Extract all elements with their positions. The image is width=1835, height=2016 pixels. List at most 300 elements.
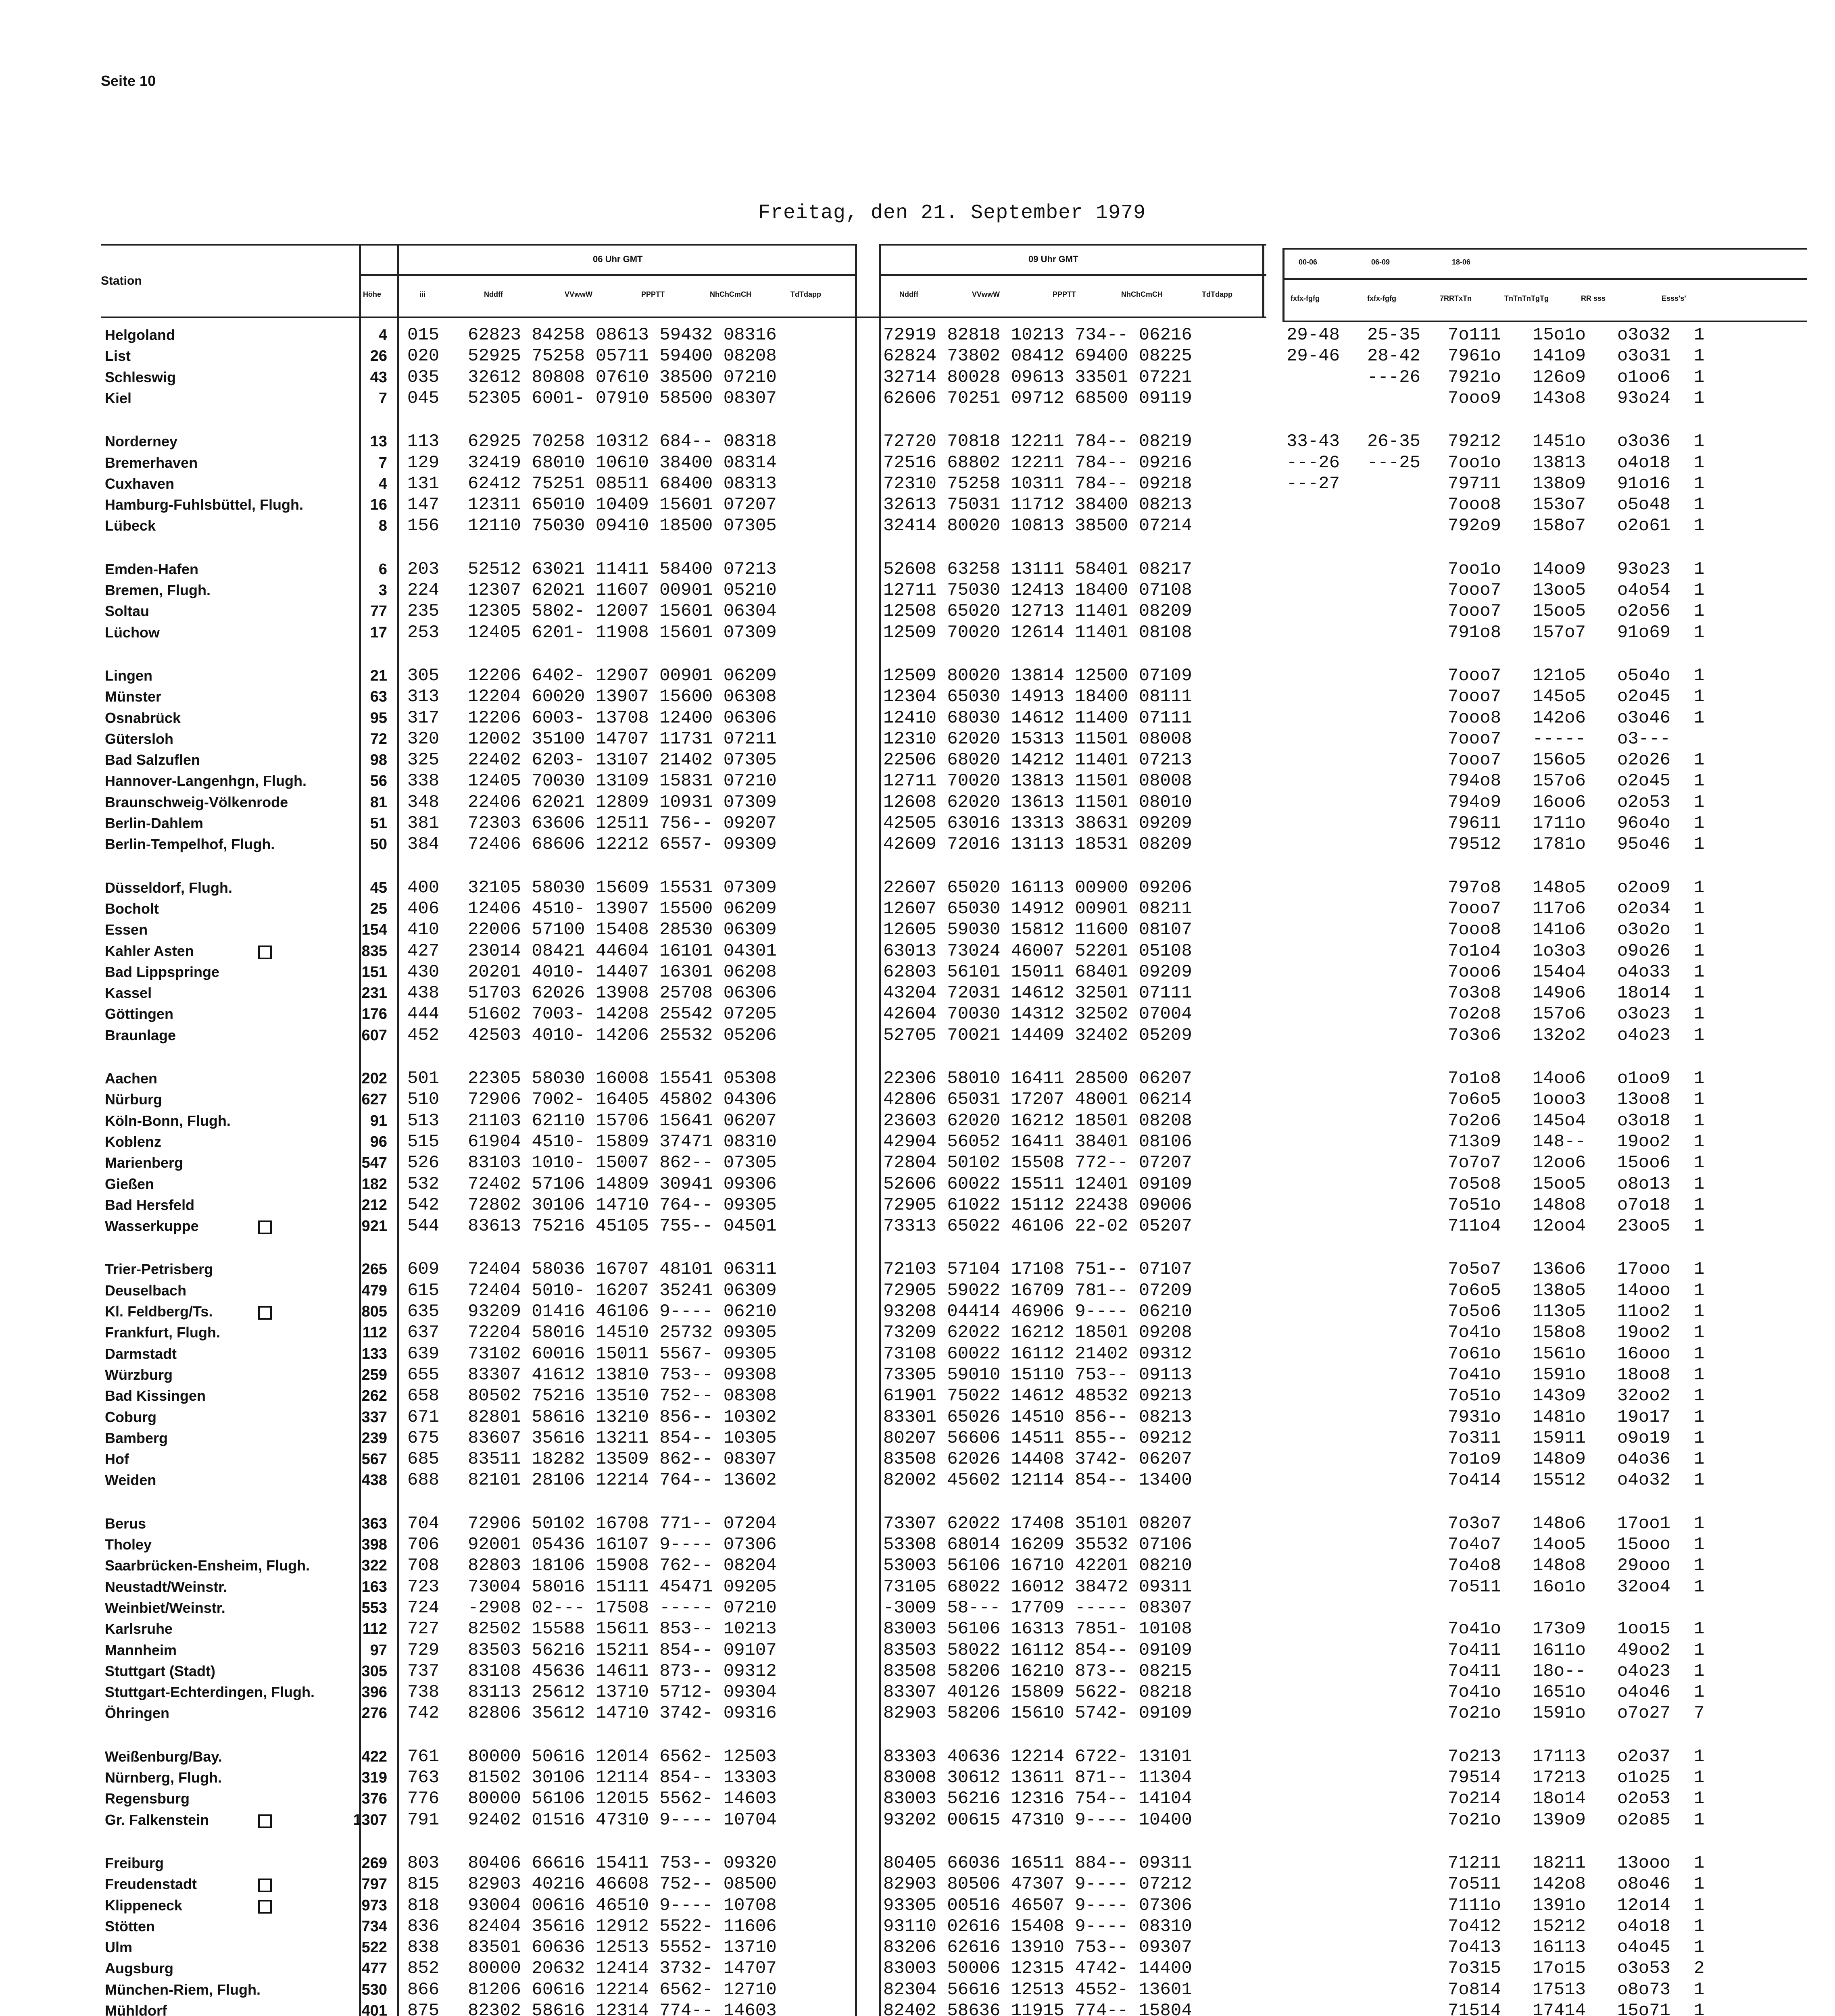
precip-group: o1o25 — [1617, 1768, 1671, 1788]
snow-group: 1 — [1694, 920, 1705, 940]
snow-group: 1 — [1694, 941, 1705, 961]
obs-09-groups: 82903 80506 47307 9---- 07212 — [883, 1874, 1192, 1895]
obs-06-groups: 83503 56216 15211 854-- 09107 — [468, 1640, 777, 1660]
temp-group-2: 15212 — [1533, 1916, 1586, 1937]
header-station: Station — [101, 274, 142, 287]
station-id: 637 — [407, 1322, 440, 1343]
temp-group-2: 148o8 — [1533, 1556, 1586, 1576]
precip-group: 16ooo — [1617, 1343, 1671, 1364]
station-height: 21 — [370, 667, 387, 684]
station-id: 253 — [407, 622, 440, 643]
temp-group-1: 7o6o5 — [1448, 1089, 1501, 1110]
temp-group-2: 148o6 — [1533, 1513, 1586, 1534]
obs-06-groups: 73102 60016 15011 5567- 09305 — [468, 1343, 777, 1364]
obs-09-groups: 22306 58010 16411 28500 06207 — [883, 1068, 1192, 1089]
obs-06-groups: 51703 62026 13908 25708 06306 — [468, 983, 777, 1004]
temp-group-2: 153o7 — [1533, 495, 1586, 515]
obs-06-groups: 22305 58030 16008 15541 05308 — [468, 1068, 777, 1089]
station-height: 26 — [370, 348, 387, 365]
station-height: 212 — [361, 1196, 387, 1214]
precip-group: o3o31 — [1617, 346, 1671, 367]
precip-group: o7o27 — [1617, 1703, 1671, 1724]
station-id: 776 — [407, 1789, 440, 1809]
station-height: 13 — [370, 433, 387, 450]
temp-group-2: 1711o — [1533, 813, 1586, 833]
obs-06-groups: 83307 41612 13810 753-- 09308 — [468, 1364, 777, 1385]
obs-09-groups: 83008 30612 13611 871-- 11304 — [883, 1768, 1192, 1788]
station-name: Lingen — [105, 667, 152, 684]
station-height: 182 — [361, 1175, 387, 1193]
temp-group-1: 713o9 — [1448, 1131, 1501, 1152]
station-id: 761 — [407, 1746, 440, 1767]
temp-group-1: 7o41o — [1448, 1619, 1501, 1639]
temp-group-1: 7o7o7 — [1448, 1153, 1501, 1173]
obs-09-groups: 22506 68020 14212 11401 07213 — [883, 750, 1192, 771]
temp-group-2: 1561o — [1533, 1343, 1586, 1364]
station-name: Bremerhaven — [105, 454, 198, 471]
snow-group: 1 — [1694, 1853, 1705, 1873]
temp-group-1: 7o4o8 — [1448, 1556, 1501, 1576]
station-height: 921 — [361, 1218, 387, 1235]
station-height: 805 — [361, 1303, 387, 1320]
precip-group: o3o53 — [1617, 1958, 1671, 1979]
station-height: 72 — [370, 730, 387, 748]
obs-06-groups: 12405 6201- 11908 15601 07309 — [468, 622, 777, 643]
station-id: 866 — [407, 1979, 440, 2000]
precip-group: o2o61 — [1617, 516, 1671, 536]
obs-09-groups: 12509 70020 12614 11401 08108 — [883, 622, 1192, 643]
obs-06-groups: 12311 65010 10409 15601 07207 — [468, 495, 777, 515]
station-id: 544 — [407, 1216, 440, 1237]
station-id: 815 — [407, 1874, 440, 1895]
obs-06-groups: 82404 35616 12912 5522- 11606 — [468, 1916, 777, 1937]
station-id: 430 — [407, 962, 440, 982]
station-height: 112 — [362, 1324, 387, 1341]
obs-06-groups: 62925 70258 10312 684-- 08318 — [468, 431, 777, 452]
precip-group: o2o26 — [1617, 750, 1671, 771]
station-name: Klippeneck — [105, 1897, 183, 1914]
obs-09-groups: 61901 75022 14612 48532 09213 — [883, 1386, 1192, 1406]
temp-group-1: 7o4o7 — [1448, 1535, 1501, 1555]
station-height: 322 — [361, 1557, 387, 1574]
station-id: 671 — [407, 1407, 440, 1427]
station-height: 4 — [378, 475, 387, 492]
obs-06-groups: 72404 5010- 16207 35241 06309 — [468, 1280, 777, 1301]
temp-group-2: 15911 — [1533, 1428, 1586, 1448]
station-name: Kahler Asten — [105, 942, 194, 959]
temp-group-1: 79212 — [1448, 431, 1501, 452]
snow-group: 1 — [1694, 1895, 1705, 1916]
precip-group: 14ooo — [1617, 1280, 1671, 1301]
obs-09-groups: 93202 00615 47310 9---- 10400 — [883, 1810, 1192, 1830]
station-height: 112 — [362, 1620, 387, 1638]
station-name: Schleswig — [105, 369, 176, 385]
mountain-station-marker — [258, 1900, 272, 1914]
snow-group: 1 — [1694, 1619, 1705, 1639]
station-id: 020 — [407, 346, 440, 367]
obs-09-groups: 72919 82818 10213 734-- 06216 — [883, 325, 1192, 345]
temp-group-1: 791o8 — [1448, 622, 1501, 643]
station-height: 91 — [370, 1112, 387, 1129]
station-name: Bad Salzuflen — [105, 752, 200, 768]
temp-group-1: 7o413 — [1448, 1937, 1501, 1958]
snow-group: 1 — [1694, 1556, 1705, 1576]
temp-group-1: 7o414 — [1448, 1470, 1501, 1491]
station-height: 50 — [370, 836, 387, 853]
temp-group-1: 79611 — [1448, 813, 1501, 833]
obs-09-groups: 62606 70251 09712 68500 09119 — [883, 388, 1192, 408]
temp-group-1: 7o411 — [1448, 1640, 1501, 1660]
station-height: 63 — [370, 688, 387, 706]
temp-group-1: 7oo1o — [1448, 559, 1501, 579]
station-name: Braunschweig-Völkenrode — [105, 793, 288, 810]
snow-group: 1 — [1694, 1810, 1705, 1830]
station-height: 154 — [361, 921, 387, 939]
precip-group: o5o48 — [1617, 495, 1671, 515]
snow-group: 1 — [1694, 1470, 1705, 1491]
precip-group: o4o54 — [1617, 580, 1671, 600]
station-name: Stuttgart-Echterdingen, Flugh. — [105, 1684, 315, 1701]
station-id: 763 — [407, 1768, 440, 1788]
station-height: 25 — [370, 900, 387, 917]
gust-06-09: 25-35 — [1367, 325, 1421, 345]
station-name: Bad Lippspringe — [105, 963, 220, 980]
obs-06-groups: 20201 4010- 14407 16301 06208 — [468, 962, 777, 982]
temp-group-1: 7o511 — [1448, 1577, 1501, 1597]
precip-group: o2o34 — [1617, 898, 1671, 919]
obs-06-groups: 73004 58016 15111 45471 09205 — [468, 1577, 777, 1597]
obs-06-groups: 80000 50616 12014 6562- 12503 — [468, 1746, 777, 1767]
station-id: 675 — [407, 1428, 440, 1448]
station-id: 729 — [407, 1640, 440, 1660]
station-name: Osnabrück — [105, 709, 181, 726]
station-height: 553 — [361, 1599, 387, 1616]
station-id: 852 — [407, 1958, 440, 1979]
obs-09-groups: 73105 68022 16012 38472 09311 — [883, 1577, 1192, 1597]
snow-group: 1 — [1694, 962, 1705, 982]
station-id: 526 — [407, 1153, 440, 1173]
header-09-col: TdTdapp — [1202, 290, 1232, 298]
station-height: 163 — [361, 1578, 387, 1595]
snow-group: 1 — [1694, 1768, 1705, 1788]
header-right-group: 06-09 — [1371, 258, 1390, 266]
station-height: 151 — [361, 963, 387, 981]
precip-group: o2o53 — [1617, 1789, 1671, 1809]
station-id: 129 — [407, 452, 440, 473]
temp-group-1: 7o2o6 — [1448, 1110, 1501, 1131]
station-id: 542 — [407, 1195, 440, 1215]
station-id: 381 — [407, 813, 440, 833]
station-height: 6 — [378, 560, 387, 578]
obs-06-groups: 62823 84258 08613 59432 08316 — [468, 325, 777, 345]
station-id: 400 — [407, 877, 440, 898]
station-id: 875 — [407, 2001, 440, 2016]
snow-group: 1 — [1694, 771, 1705, 791]
obs-06-groups: 80502 75216 13510 752-- 08308 — [468, 1386, 777, 1406]
temp-group-1: 7oo1o — [1448, 452, 1501, 473]
temp-group-2: 1651o — [1533, 1682, 1586, 1703]
temp-group-2: 117o6 — [1533, 898, 1586, 919]
obs-09-groups: 83003 50006 12315 4742- 14400 — [883, 1958, 1192, 1979]
precip-group: o2o45 — [1617, 771, 1671, 791]
station-name: Nürburg — [105, 1091, 162, 1108]
station-name: Weißenburg/Bay. — [105, 1748, 222, 1765]
snow-group: 1 — [1694, 983, 1705, 1004]
station-id: 156 — [407, 516, 440, 536]
temp-group-2: 157o6 — [1533, 1004, 1586, 1025]
temp-group-2: 143o8 — [1533, 388, 1586, 408]
station-id: 688 — [407, 1470, 440, 1491]
obs-06-groups: 83607 35616 13211 854-- 10305 — [468, 1428, 777, 1448]
obs-06-groups: 80406 66616 15411 753-- 09320 — [468, 1853, 777, 1873]
precip-group: o4o45 — [1617, 1937, 1671, 1958]
precip-group: 32oo2 — [1617, 1386, 1671, 1406]
station-name: Neustadt/Weinstr. — [105, 1578, 227, 1595]
obs-06-groups: 72303 63606 12511 756-- 09207 — [468, 813, 777, 833]
precip-group: 29ooo — [1617, 1556, 1671, 1576]
station-height: 734 — [361, 1918, 387, 1935]
temp-group-1: 7o6o5 — [1448, 1280, 1501, 1301]
station-name: Düsseldorf, Flugh. — [105, 879, 233, 896]
temp-group-1: 711o4 — [1448, 1216, 1501, 1237]
temp-group-1: 7o51o — [1448, 1195, 1501, 1215]
snow-group: 1 — [1694, 1789, 1705, 1809]
obs-06-groups: 12204 60020 13907 15600 06308 — [468, 687, 777, 707]
mountain-station-marker — [258, 1814, 272, 1828]
temp-group-2: 15oo5 — [1533, 1174, 1586, 1194]
station-id: 113 — [407, 431, 440, 452]
station-name: Berus — [105, 1515, 146, 1532]
precip-group: o4o23 — [1617, 1661, 1671, 1681]
snow-group: 1 — [1694, 1174, 1705, 1194]
temp-group-1: 7o41o — [1448, 1682, 1501, 1703]
page-number: Seite 10 — [101, 73, 156, 89]
station-name: Soltau — [105, 603, 150, 620]
station-id: 609 — [407, 1259, 440, 1280]
obs-09-groups: -3009 58--- 17709 ----- 08307 — [883, 1597, 1192, 1618]
station-id: 742 — [407, 1703, 440, 1724]
station-name: Bremen, Flugh. — [105, 582, 211, 598]
snow-group: 1 — [1694, 1407, 1705, 1427]
snow-group: 1 — [1694, 1386, 1705, 1406]
obs-06-groups: 22406 62021 12809 10931 07309 — [468, 792, 777, 812]
snow-group: 1 — [1694, 601, 1705, 622]
station-height: 97 — [370, 1641, 387, 1659]
station-height: 16 — [370, 496, 387, 514]
obs-09-groups: 12304 65030 14913 18400 08111 — [883, 687, 1192, 707]
obs-06-groups: 32612 80808 07610 38500 07210 — [468, 367, 777, 387]
station-height: 8 — [378, 517, 387, 535]
temp-group-1: 7o51o — [1448, 1386, 1501, 1406]
station-id: 501 — [407, 1068, 440, 1089]
precip-group: o4o46 — [1617, 1682, 1671, 1703]
station-height: 77 — [370, 603, 387, 620]
gust-00-06: 33-43 — [1287, 431, 1340, 452]
station-height: 43 — [370, 369, 387, 386]
header-09-col: NhChCmCH — [1121, 290, 1163, 298]
snow-group: 1 — [1694, 1746, 1705, 1767]
obs-09-groups: 32613 75031 11712 38400 08213 — [883, 495, 1192, 515]
obs-09-groups: 43204 72031 14612 32501 07111 — [883, 983, 1192, 1004]
station-height: 305 — [361, 1662, 387, 1680]
snow-group: 1 — [1694, 473, 1705, 494]
precip-group: 91o69 — [1617, 622, 1671, 643]
temp-group-2: 1481o — [1533, 1407, 1586, 1427]
precip-group: o7o18 — [1617, 1195, 1671, 1215]
station-height: 530 — [361, 1981, 387, 1998]
station-name: Gr. Falkenstein — [105, 1811, 209, 1828]
obs-06-groups: 83613 75216 45105 755-- 04501 — [468, 1216, 777, 1237]
station-name: Frankfurt, Flugh. — [105, 1324, 220, 1341]
station-id: 639 — [407, 1343, 440, 1364]
station-id: 325 — [407, 750, 440, 771]
obs-06-groups: 22006 57100 15408 28530 06309 — [468, 920, 777, 940]
obs-06-groups: 72406 68606 12212 6557- 09309 — [468, 834, 777, 855]
temp-group-2: 18o-- — [1533, 1661, 1586, 1681]
station-name: Trier-Petrisberg — [105, 1261, 213, 1278]
station-name: Nürnberg, Flugh. — [105, 1769, 222, 1786]
precip-group: o3o36 — [1617, 431, 1671, 452]
obs-06-groups: 82806 35612 14710 3742- 09316 — [468, 1703, 777, 1724]
temp-group-2: 16113 — [1533, 1937, 1586, 1958]
station-height: 4 — [378, 327, 387, 344]
station-id: 438 — [407, 983, 440, 1004]
station-height: 797 — [361, 1876, 387, 1893]
temp-group-1: 7o5o6 — [1448, 1302, 1501, 1322]
obs-09-groups: 12509 80020 13814 12500 07109 — [883, 665, 1192, 686]
obs-06-groups: 51602 7003- 14208 25542 07205 — [468, 1004, 777, 1025]
header-06-col: VVwwW — [565, 290, 593, 298]
temp-group-2: 13oo5 — [1533, 580, 1586, 600]
station-id: 203 — [407, 559, 440, 579]
temp-group-2: 142o6 — [1533, 708, 1586, 728]
temp-group-1: 7921o — [1448, 367, 1501, 387]
precip-group: o3o46 — [1617, 708, 1671, 728]
page-title: Freitag, den 21. September 1979 — [758, 202, 1146, 225]
temp-group-2: 136o6 — [1533, 1259, 1586, 1280]
precip-group: 93o23 — [1617, 559, 1671, 579]
precip-group: 93o24 — [1617, 388, 1671, 408]
precip-group: o8o46 — [1617, 1874, 1671, 1895]
temp-group-2: 13813 — [1533, 452, 1586, 473]
precip-group: 18oo8 — [1617, 1364, 1671, 1385]
obs-09-groups: 73313 65022 46106 22-02 05207 — [883, 1216, 1192, 1237]
station-height: 396 — [361, 1684, 387, 1701]
precip-group: o5o4o — [1617, 665, 1671, 686]
precip-group: o2o45 — [1617, 687, 1671, 707]
precip-group: 17oo1 — [1617, 1513, 1671, 1534]
temp-group-1: 7961o — [1448, 346, 1501, 367]
precip-group: o9o19 — [1617, 1428, 1671, 1448]
temp-group-2: 1781o — [1533, 834, 1586, 855]
gust-00-06: ---27 — [1287, 473, 1340, 494]
station-id: 706 — [407, 1535, 440, 1555]
obs-09-groups: 83508 62026 14408 3742- 06207 — [883, 1449, 1192, 1470]
temp-group-1: 7o1o8 — [1448, 1068, 1501, 1089]
precip-group: 49oo2 — [1617, 1640, 1671, 1660]
station-name: Bad Kissingen — [105, 1387, 206, 1404]
temp-group-1: 7ooo7 — [1448, 898, 1501, 919]
snow-group: 1 — [1694, 1661, 1705, 1681]
header-06-col: PPPTT — [641, 290, 665, 298]
station-height: 262 — [361, 1387, 387, 1405]
obs-09-groups: 12711 75030 12413 18400 07108 — [883, 580, 1192, 600]
obs-09-groups: 42505 63016 13313 38631 09209 — [883, 813, 1192, 833]
station-height: 259 — [361, 1366, 387, 1383]
temp-group-1: 79514 — [1448, 1768, 1501, 1788]
station-id: 317 — [407, 708, 440, 728]
precip-group: o4o32 — [1617, 1470, 1671, 1491]
precip-group: o2oo9 — [1617, 877, 1671, 898]
obs-06-groups: 32419 68010 10610 38400 08314 — [468, 452, 777, 473]
snow-group: 1 — [1694, 495, 1705, 515]
obs-06-groups: 32105 58030 15609 15531 07309 — [468, 877, 777, 898]
temp-group-1: 797o8 — [1448, 877, 1501, 898]
station-id: 803 — [407, 1853, 440, 1873]
header-06-col: TdTdapp — [790, 290, 821, 298]
temp-group-2: 1591o — [1533, 1703, 1586, 1724]
station-name: Kiel — [105, 389, 132, 406]
station-height: 477 — [361, 1960, 387, 1977]
station-name: Lübeck — [105, 517, 156, 534]
temp-group-1: 7ooo8 — [1448, 920, 1501, 940]
precip-group: 11oo2 — [1617, 1302, 1671, 1322]
station-name: Hof — [105, 1451, 129, 1468]
temp-group-2: 126o9 — [1533, 367, 1586, 387]
station-id: 723 — [407, 1577, 440, 1597]
obs-06-groups: -2908 02--- 17508 ----- 07210 — [468, 1597, 777, 1618]
temp-group-2: 1391o — [1533, 1895, 1586, 1916]
obs-06-groups: 83103 1010- 15007 862-- 07305 — [468, 1153, 777, 1173]
station-name: Augsburg — [105, 1960, 173, 1977]
obs-09-groups: 73108 60022 16112 21402 09312 — [883, 1343, 1192, 1364]
station-height: 7 — [378, 389, 387, 407]
station-height: 17 — [370, 624, 387, 641]
obs-06-groups: 52925 75258 05711 59400 08208 — [468, 346, 777, 367]
station-name: Hamburg-Fuhlsbüttel, Flugh. — [105, 496, 303, 513]
temp-group-2: 1ooo3 — [1533, 1089, 1586, 1110]
precip-group: 19oo2 — [1617, 1131, 1671, 1152]
temp-group-1: 7o5o8 — [1448, 1174, 1501, 1194]
temp-group-2: 157o6 — [1533, 771, 1586, 791]
obs-09-groups: 83303 40636 12214 6722- 13101 — [883, 1746, 1192, 1767]
station-name: Norderney — [105, 433, 178, 450]
obs-09-groups: 82002 45602 12114 854-- 13400 — [883, 1470, 1192, 1491]
temp-group-2: 173o9 — [1533, 1619, 1586, 1639]
obs-06-groups: 83501 60636 12513 5552- 13710 — [468, 1937, 777, 1958]
station-name: Cuxhaven — [105, 475, 175, 492]
temp-group-2: 121o5 — [1533, 665, 1586, 686]
precip-group: o2o56 — [1617, 601, 1671, 622]
station-id: 510 — [407, 1089, 440, 1110]
station-name: Öhringen — [105, 1705, 169, 1722]
station-height: 56 — [370, 773, 387, 790]
station-id: 444 — [407, 1004, 440, 1025]
temp-group-1: 7o5o7 — [1448, 1259, 1501, 1280]
station-name: Braunlage — [105, 1027, 176, 1043]
station-name: Wasserkuppe — [105, 1218, 199, 1235]
obs-09-groups: 73305 59010 15110 753-- 09113 — [883, 1364, 1192, 1385]
snow-group: 1 — [1694, 1428, 1705, 1448]
precip-group: o3o32 — [1617, 325, 1671, 345]
obs-09-groups: 73209 62022 16212 18501 09208 — [883, 1322, 1192, 1343]
obs-09-groups: 72804 50102 15508 772-- 07207 — [883, 1153, 1192, 1173]
temp-group-2: 16oo6 — [1533, 792, 1586, 812]
obs-06-groups: 72404 58036 16707 48101 06311 — [468, 1259, 777, 1280]
temp-group-2: 139o9 — [1533, 1810, 1586, 1830]
snow-group: 1 — [1694, 877, 1705, 898]
station-name: Regensburg — [105, 1790, 190, 1807]
